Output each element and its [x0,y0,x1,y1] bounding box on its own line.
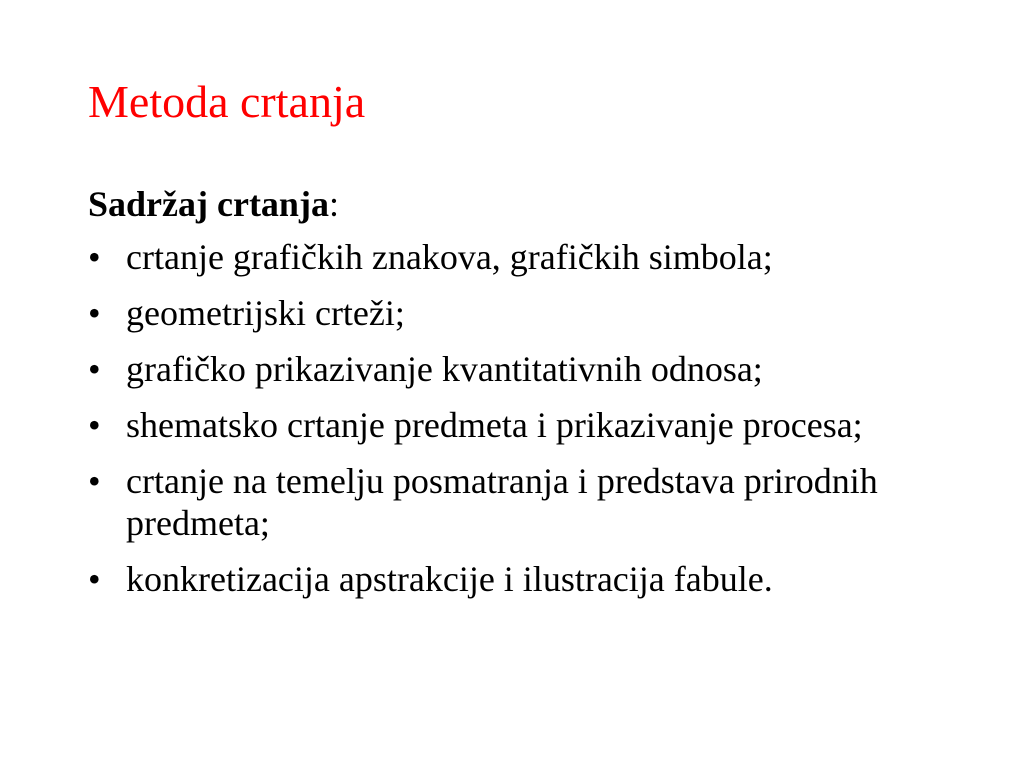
bullet-dot-icon: • [88,293,101,333]
bullet-text: crtanje grafičkih znakova, grafičkih simbola; [126,237,773,277]
slide-title: Metoda crtanja [88,76,366,127]
bullet-text: crtanje na temelju posmatranja i predstava prirodnih predmeta; [126,461,878,543]
subheading [88,182,968,226]
bullet-dot-icon: • [88,237,101,277]
bullet-dot-icon: • [88,559,101,599]
bullet-item [88,460,968,544]
bullet-text: grafičko prikazivanje kvantitativnih odnosa; [126,349,763,389]
bullet-item [88,348,968,390]
bullet-item [88,404,968,446]
bullet-text: geometrijski crteži; [126,293,405,333]
bullet-dot-icon: • [88,461,101,501]
bullet-item [88,558,968,600]
bullet-text: shematsko crtanje predmeta i prikazivanje procesa; [126,405,863,445]
bullet-dot-icon: • [88,405,101,445]
bullet-list [88,236,968,600]
bullet-dot-icon: • [88,349,101,389]
slide-content [88,182,968,614]
subheading-bold: Sadržaj crtanja [88,184,329,224]
bullet-item [88,236,968,278]
bullet-item [88,292,968,334]
subheading-colon: : [328,184,339,224]
bullet-text: konkretizacija apstrakcije i ilustracija fabule. [126,559,773,599]
